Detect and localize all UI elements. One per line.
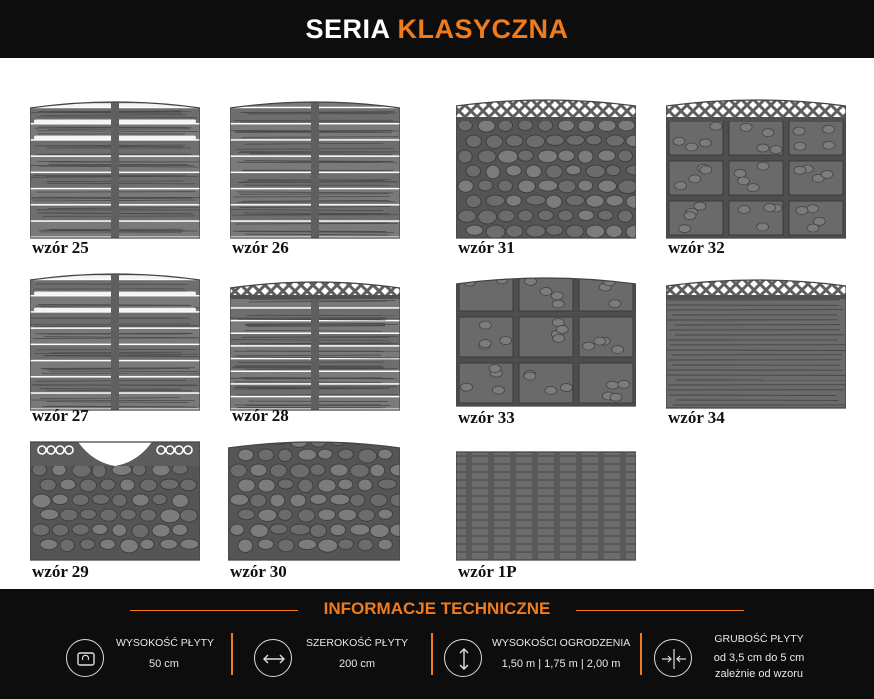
pattern-image <box>230 92 400 242</box>
pattern-image <box>456 90 636 242</box>
pattern-label: wzór 29 <box>32 562 89 581</box>
spec-separator <box>640 633 642 675</box>
spec-label: SZEROKOŚĆ PŁYTY <box>305 637 409 649</box>
spec-panel-width <box>254 633 414 689</box>
pattern-card-25[interactable] <box>30 92 200 292</box>
title-part-orange: KLASYCZNA <box>397 13 569 44</box>
spec-value-note: zależnie od wzoru <box>714 668 804 680</box>
pattern-card-26[interactable] <box>230 92 400 292</box>
pattern-label: wzór 1P <box>458 562 517 581</box>
pattern-card-31[interactable] <box>456 90 636 290</box>
spec-panel-thickness <box>654 633 824 689</box>
pattern-image <box>666 270 846 412</box>
width-arrows-icon <box>254 639 292 677</box>
pattern-card-34[interactable] <box>666 270 846 470</box>
spec-value: 1,50 m | 1,75 m | 2,00 m <box>501 658 621 670</box>
spec-panel-height <box>66 633 216 689</box>
pattern-card-32[interactable] <box>666 90 846 290</box>
pattern-label: wzór 32 <box>668 238 725 257</box>
spec-label: GRUBOŚĆ PŁYTY <box>714 633 804 645</box>
pattern-image <box>30 432 200 564</box>
tech-title: INFORMACJE TECHNICZNE <box>323 599 551 618</box>
pattern-card-30[interactable] <box>228 432 400 592</box>
page-title <box>305 14 568 45</box>
spec-value: 200 cm <box>338 658 376 670</box>
technical-info <box>0 589 874 699</box>
pattern-card-1p[interactable] <box>456 442 636 592</box>
pattern-image <box>228 432 400 564</box>
pattern-image <box>666 90 846 242</box>
pattern-label: wzór 27 <box>32 406 89 425</box>
pattern-label: wzór 33 <box>458 408 515 427</box>
spec-value: 50 cm <box>149 658 179 670</box>
pattern-gallery <box>0 58 874 589</box>
spec-separator <box>231 633 233 675</box>
title-line-right <box>576 610 744 611</box>
pattern-image <box>30 92 200 242</box>
pattern-label: wzór 34 <box>668 408 725 427</box>
page-header <box>0 0 874 58</box>
pattern-label: wzór 31 <box>458 238 515 257</box>
title-part-white: SERIA <box>305 13 390 44</box>
pattern-image <box>30 264 200 414</box>
spec-fence-heights <box>444 633 634 689</box>
pattern-image <box>230 272 400 414</box>
tech-title-row <box>0 597 874 623</box>
pattern-card-29[interactable] <box>30 432 200 592</box>
pattern-label: wzór 25 <box>32 238 89 257</box>
thickness-icon <box>654 639 692 677</box>
pattern-image <box>456 442 636 564</box>
pattern-image <box>456 268 636 410</box>
pattern-card-33[interactable] <box>456 268 636 468</box>
panel-height-icon <box>66 639 104 677</box>
pattern-label: wzór 26 <box>232 238 289 257</box>
pattern-label: wzór 28 <box>232 406 289 425</box>
height-arrows-icon <box>444 639 482 677</box>
spec-value: od 3,5 cm do 5 cm <box>713 652 805 664</box>
spec-label: WYSOKOŚCI OGRODZENIA <box>492 637 631 649</box>
spec-separator <box>431 633 433 675</box>
spec-label: WYSOKOŚĆ PŁYTY <box>116 637 215 649</box>
pattern-label: wzór 30 <box>230 562 287 581</box>
